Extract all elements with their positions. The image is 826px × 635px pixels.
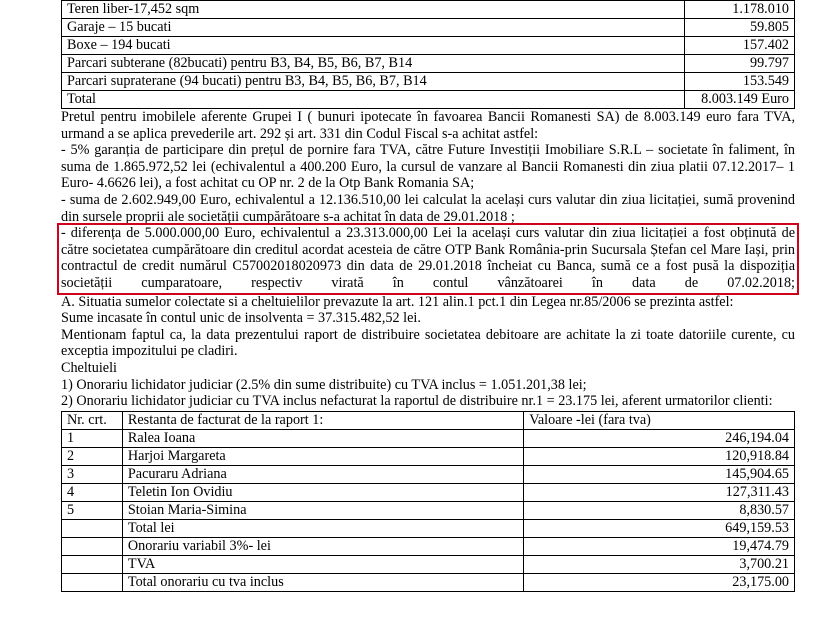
client-name: Stoian Maria-Simina — [122, 501, 523, 519]
assets-row — [62, 1, 795, 19]
asset-label: Boxe – 194 bucati — [62, 37, 685, 55]
highlighted-section — [61, 225, 795, 291]
client-name: Teletin Ion Ovidiu — [122, 483, 523, 501]
asset-value: 153.549 — [685, 73, 795, 91]
own-funds-paragraph: - suma de 2.602.949,00 Euro, echivalentul a 12.136.510,00 lei calculat la același curs valutar din ziua licitației, sumă provenind din sursele proprii ale societății cumpărătoare s-a achitat în data de 29.01.2018 ; — [61, 191, 795, 225]
assets-row — [62, 55, 795, 73]
asset-value: 99.797 — [685, 55, 795, 73]
row-number: 4 — [62, 483, 123, 501]
asset-label: Teren liber-17,452 sqm — [62, 1, 685, 19]
client-name: Pacuraru Adriana — [122, 465, 523, 483]
fees-row — [62, 555, 795, 573]
fees-row — [62, 447, 795, 465]
fee-value: 246,194.04 — [524, 429, 795, 447]
client-name: Total onorariu cu tva inclus — [122, 573, 523, 591]
row-number — [62, 573, 123, 591]
current-debts-paragraph: Mentionam faptul ca, la data prezentului raport de distribuire societatea debitoare are achitate la zi toate datoriile curente, cu exceptia impozitului pe cladiri. — [61, 326, 795, 360]
fees-row — [62, 501, 795, 519]
header-client: Restanta de facturat de la raport 1: — [122, 411, 523, 429]
section-a-paragraph: A. Situatia sumelor colectate si a cheltuielilor prevazute la art. 121 alin.1 pct.1 din Legea nr.85/2006 se prezinta astfel: — [61, 293, 734, 310]
row-number: 5 — [62, 501, 123, 519]
payment-intro-paragraph: Pretul pentru imobilele aferente Grupei I ( bunuri ipotecate în favoarea Bancii Romanesti SA) de 8.003.149 euro fara TVA, urmand a se aplica prevederile art. 292 și art. 331 din Codul Fiscal s-a achitat astfel: — [61, 109, 795, 142]
fees-row — [62, 483, 795, 501]
asset-value: 8.003.149 Euro — [685, 91, 795, 109]
row-number: 3 — [62, 465, 123, 483]
fee-value: 19,474.79 — [524, 537, 795, 555]
row-number — [62, 519, 123, 537]
fees-header-row — [62, 411, 795, 429]
fee-value: 23,175.00 — [524, 573, 795, 591]
collected-sums-paragraph: Sume incasate în contul unic de insolventa = 37.315.482,52 lei. — [61, 310, 421, 327]
row-number — [62, 555, 123, 573]
cutoff-next-line — [61, 626, 795, 635]
asset-label: Parcari subterane (82bucati) pentru B3, B4, B5, B6, B7, B14 — [62, 55, 685, 73]
document-page — [61, 0, 795, 592]
asset-value: 157.402 — [685, 37, 795, 55]
expenses-heading: Cheltuieli — [61, 359, 117, 376]
fee-value: 145,904.65 — [524, 465, 795, 483]
assets-row — [62, 19, 795, 37]
client-name: TVA — [122, 555, 523, 573]
fees-table — [61, 411, 795, 592]
row-number: 1 — [62, 429, 123, 447]
asset-label: Parcari supraterane (94 bucati) pentru B3, B4, B5, B6, B7, B14 — [62, 73, 685, 91]
client-name: Total lei — [122, 519, 523, 537]
asset-value: 1.178.010 — [685, 1, 795, 19]
fee-value: 120,918.84 — [524, 447, 795, 465]
credit-difference-paragraph: - diferența de 5.000.000,00 Euro, echivalentul a 23.313.000,00 Lei la același curs valutar din ziua licitației a fost obținută de către societatea cumpărătoare din creditul acordat acesteia de către OTP Bank România-prin Sucursala Ștefan cel Mare Iași, prin contractul de credit numărul C57002018020973 din data de 29.01.2018 încheiat cu Banca, sumă ce a fost pusă la dispoziția societății cumparatoare, respectiv virată în contul vânzătoarei în data de 07.02.2018; — [61, 225, 795, 291]
fees-row — [62, 465, 795, 483]
fee-value: 649,159.53 — [524, 519, 795, 537]
header-nr: Nr. crt. — [62, 411, 123, 429]
client-name: Harjoi Margareta — [122, 447, 523, 465]
fee-value: 8,830.57 — [524, 501, 795, 519]
asset-label: Total — [62, 91, 685, 109]
fees-row — [62, 429, 795, 447]
fees-row — [62, 537, 795, 555]
fee-value: 127,311.43 — [524, 483, 795, 501]
assets-row — [62, 73, 795, 91]
client-name: Onorariu variabil 3%- lei — [122, 537, 523, 555]
fees-row — [62, 573, 795, 591]
row-number — [62, 537, 123, 555]
client-name: Ralea Ioana — [122, 429, 523, 447]
asset-value: 59.805 — [685, 19, 795, 37]
row-number: 2 — [62, 447, 123, 465]
asset-label: Garaje – 15 bucati — [62, 19, 685, 37]
assets-row — [62, 37, 795, 55]
header-value: Valoare -lei (fara tva) — [524, 411, 795, 429]
fee-value: 3,700.21 — [524, 555, 795, 573]
assets-row — [62, 91, 795, 109]
guarantee-paragraph: - 5% garanția de participare din prețul de pornire fara TVA, către Future Investiții Imobiliare S.R.L – societate în faliment, în suma de 1.865.972,52 lei (echivalentul a 400.200 Euro, la cursul de vanzare al Bancii Romanesti din ziua platii 07.12.2017– 1 Euro- 4.6626 lei), a fost achitat cu OP nr. 2 de la Otp Bank Romania SA; — [61, 142, 795, 192]
liquidator-fee-paragraph: 1) Onorariu lichidator judiciar (2.5% din sume distribuite) cu TVA inclus = 1.051.201,38 lei; — [61, 376, 587, 393]
fees-row — [62, 519, 795, 537]
assets-table — [61, 0, 795, 109]
unbilled-fee-paragraph: 2) Onorariu lichidator judiciar cu TVA inclus nefacturat la raportul de distribuire nr.1 = 23.175 lei, aferent urmatorilor clienti: — [61, 393, 773, 410]
